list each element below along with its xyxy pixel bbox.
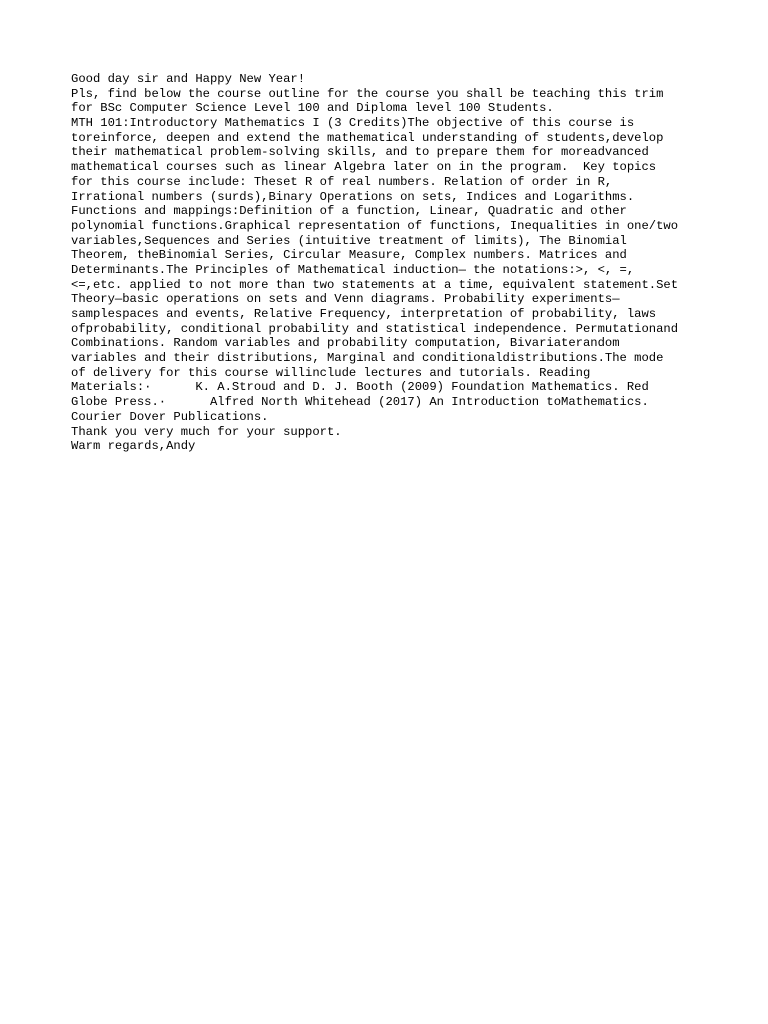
signature-line: Warm regards,Andy [71,439,196,454]
body-line: polynomial functions.Graphical representation of functions, Inequalities in one/two [71,218,679,233]
body-line: mathematical courses such as linear Algebra later on in the program. Key topics [71,160,657,175]
body-line: Pls, find below the course outline for the course you shall be teaching this trim [71,86,664,101]
thanks-line: Thank you very much for your support. [71,424,342,439]
body-line: Irrational numbers (surds),Binary Operations on sets, Indices and Logarithms. [71,189,635,204]
reading-materials-line: Courier Dover Publications. [71,409,269,424]
body-line: their mathematical problem-solving skills, and to prepare them for moreadvanced [71,145,649,160]
email-body [71,72,711,454]
greeting-line: Good day sir and Happy New Year! [71,72,306,86]
body-line: of delivery for this course willinclude lectures and tutorials. Reading [71,365,591,380]
body-line: <=,etc. applied to not more than two statements at a time, equivalent statement.Set [71,277,679,292]
body-line: toreinforce, deepen and extend the mathematical understanding of students,develop [71,130,664,145]
reading-materials-line: Materials:· K. A.Stroud and D. J. Booth (2009) Foundation Mathematics. Red [71,380,649,395]
body-line: Theorem, theBinomial Series, Circular Measure, Complex numbers. Matrices and [71,248,627,263]
body-line: Determinants.The Principles of Mathematical induction— the notations:>, <, =, [71,262,635,277]
reading-materials-line: Globe Press.· Alfred North Whitehead (2017) An Introduction toMathematics. [71,395,649,410]
body-line: Theory—basic operations on sets and Venn diagrams. Probability experiments— [71,292,620,307]
body-line: ofprobability, conditional probability and statistical independence. Permutationand [71,321,679,336]
body-line: Functions and mappings:Definition of a function, Linear, Quadratic and other [71,204,627,219]
body-line: for BSc Computer Science Level 100 and Diploma level 100 Students. [71,101,554,116]
body-line: for this course include: Theset R of real numbers. Relation of order in R, [71,174,613,189]
body-line: samplespaces and events, Relative Frequency, interpretation of probability, laws [71,307,657,321]
body-line: variables,Sequences and Series (intuitive treatment of limits), The Binomial [71,233,627,248]
body-line: variables and their distributions, Marginal and conditionaldistributions.The mode [71,351,664,366]
course-title-line: MTH 101:Introductory Mathematics I (3 Credits)The objective of this course is [71,116,635,131]
body-line: Combinations. Random variables and probability computation, Bivariaterandom [71,336,620,351]
